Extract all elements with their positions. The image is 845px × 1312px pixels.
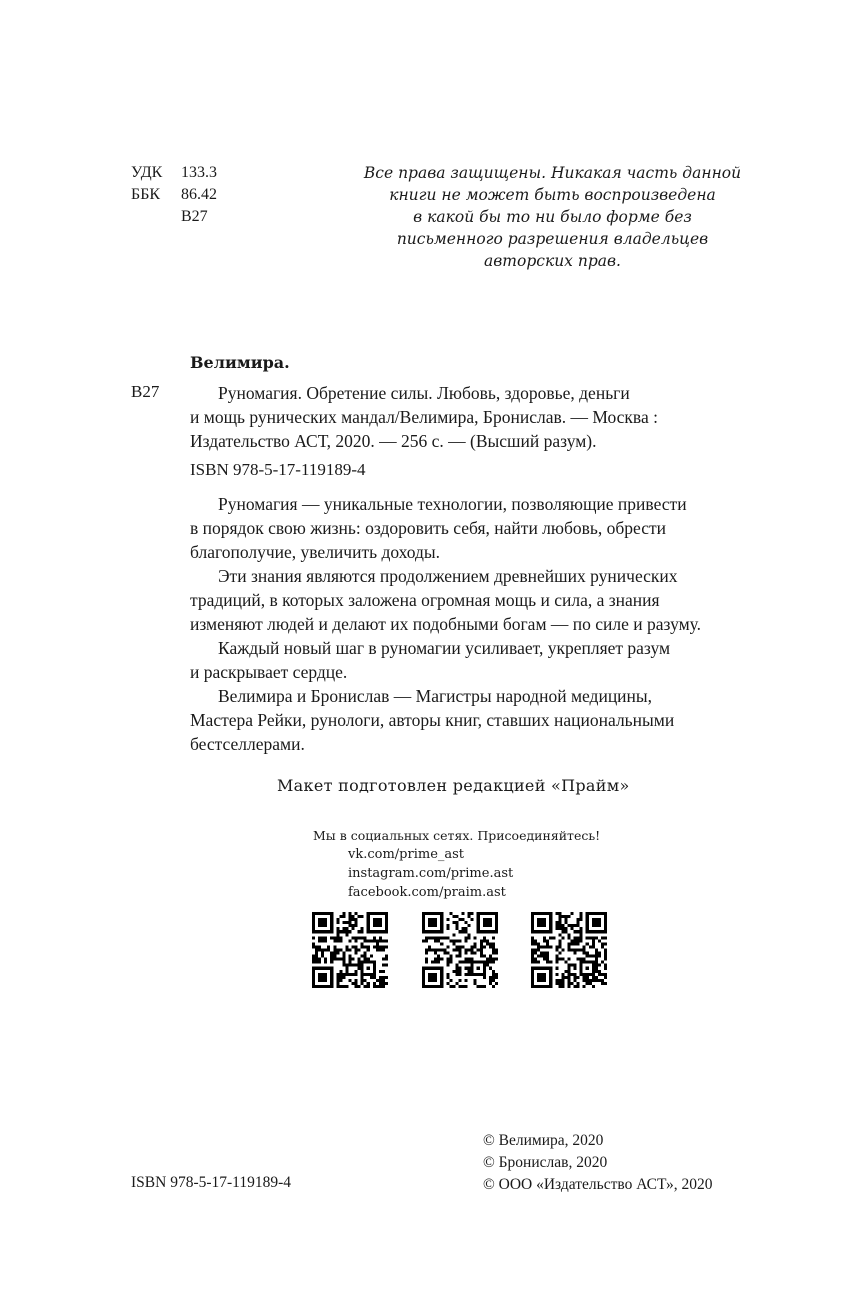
author-heading: Велимира. (190, 353, 290, 372)
classification-codes (131, 162, 217, 228)
bib-line: Издательство АСТ, 2020. — 256 с. — (Высший разум). (190, 431, 597, 451)
annotation-line: в порядок свою жизнь: оздоровить себя, найти любовь, обрести (190, 518, 667, 538)
annotation-line: Велимира и Бронислав — Магистры народной медицины, (218, 686, 653, 706)
annotation-line: традиций, в которых заложена огромная мощь и сила, а знания (190, 590, 660, 610)
bib-line: и мощь рунических мандал/Велимира, Бронислав. — Москва : (190, 407, 658, 427)
social-link-facebook[interactable]: facebook.com/praim.ast (348, 885, 506, 900)
social-link-instagram[interactable]: instagram.com/prime.ast (348, 866, 514, 881)
rights-line: Все права защищены. Никакая часть данной (363, 164, 742, 182)
udk-value: 133.3 (181, 164, 217, 181)
annotation-line: Руномагия — уникальные технологии, позволяющие привести (218, 494, 687, 514)
isbn: ISBN 978-5-17-119189-4 (190, 460, 366, 479)
rights-notice (355, 162, 750, 272)
annotation-line: Каждый новый шаг в руномагии усиливает, укрепляет разум (218, 638, 671, 658)
qr-code-icon (422, 912, 498, 988)
social-heading: Мы в социальных сетях. Присоединяйтесь! (313, 828, 601, 843)
bib-author-mark: В27 (131, 382, 160, 401)
annotation-line: изменяют людей и делают их подобными богам — по силе и разуму. (190, 614, 702, 634)
rights-line: письменного разрешения владельцев (396, 230, 709, 248)
qr-code-icon (312, 912, 388, 988)
rights-line: в какой бы то ни было форме без (413, 208, 692, 226)
rights-line: книги не может быть воспроизведена (389, 186, 716, 204)
annotation-line: благополучие, увеличить доходы. (190, 542, 441, 562)
copyrights (483, 1130, 713, 1196)
footer-isbn: ISBN 978-5-17-119189-4 (131, 1174, 292, 1191)
copyright-line: © ООО «Издательство АСТ», 2020 (483, 1176, 713, 1193)
annotation-line: бестселлерами. (190, 734, 305, 754)
annotation-line: и раскрывает сердце. (190, 662, 348, 682)
author-mark: В27 (181, 208, 208, 225)
qr-code-icon (531, 912, 607, 988)
bbk-label: ББК (131, 186, 161, 203)
rights-line: авторских прав. (484, 252, 621, 270)
bibliographic-description (190, 381, 745, 453)
udk-label: УДК (131, 164, 163, 181)
social-link-vk[interactable]: vk.com/prime_ast (348, 847, 465, 862)
bib-line: Руномагия. Обретение силы. Любовь, здоровье, деньги (218, 383, 630, 403)
layout-credit: Макет подготовлен редакцией «Прайм» (277, 776, 630, 795)
copyright-line: © Бронислав, 2020 (483, 1154, 608, 1171)
annotation (190, 492, 745, 756)
bbk-value: 86.42 (181, 186, 217, 203)
annotation-line: Эти знания являются продолжением древнейших рунических (218, 566, 678, 586)
annotation-line: Мастера Рейки, рунологи, авторы книг, ставших национальными (190, 710, 675, 730)
social-block (313, 826, 600, 902)
copyright-line: © Велимира, 2020 (483, 1132, 604, 1149)
